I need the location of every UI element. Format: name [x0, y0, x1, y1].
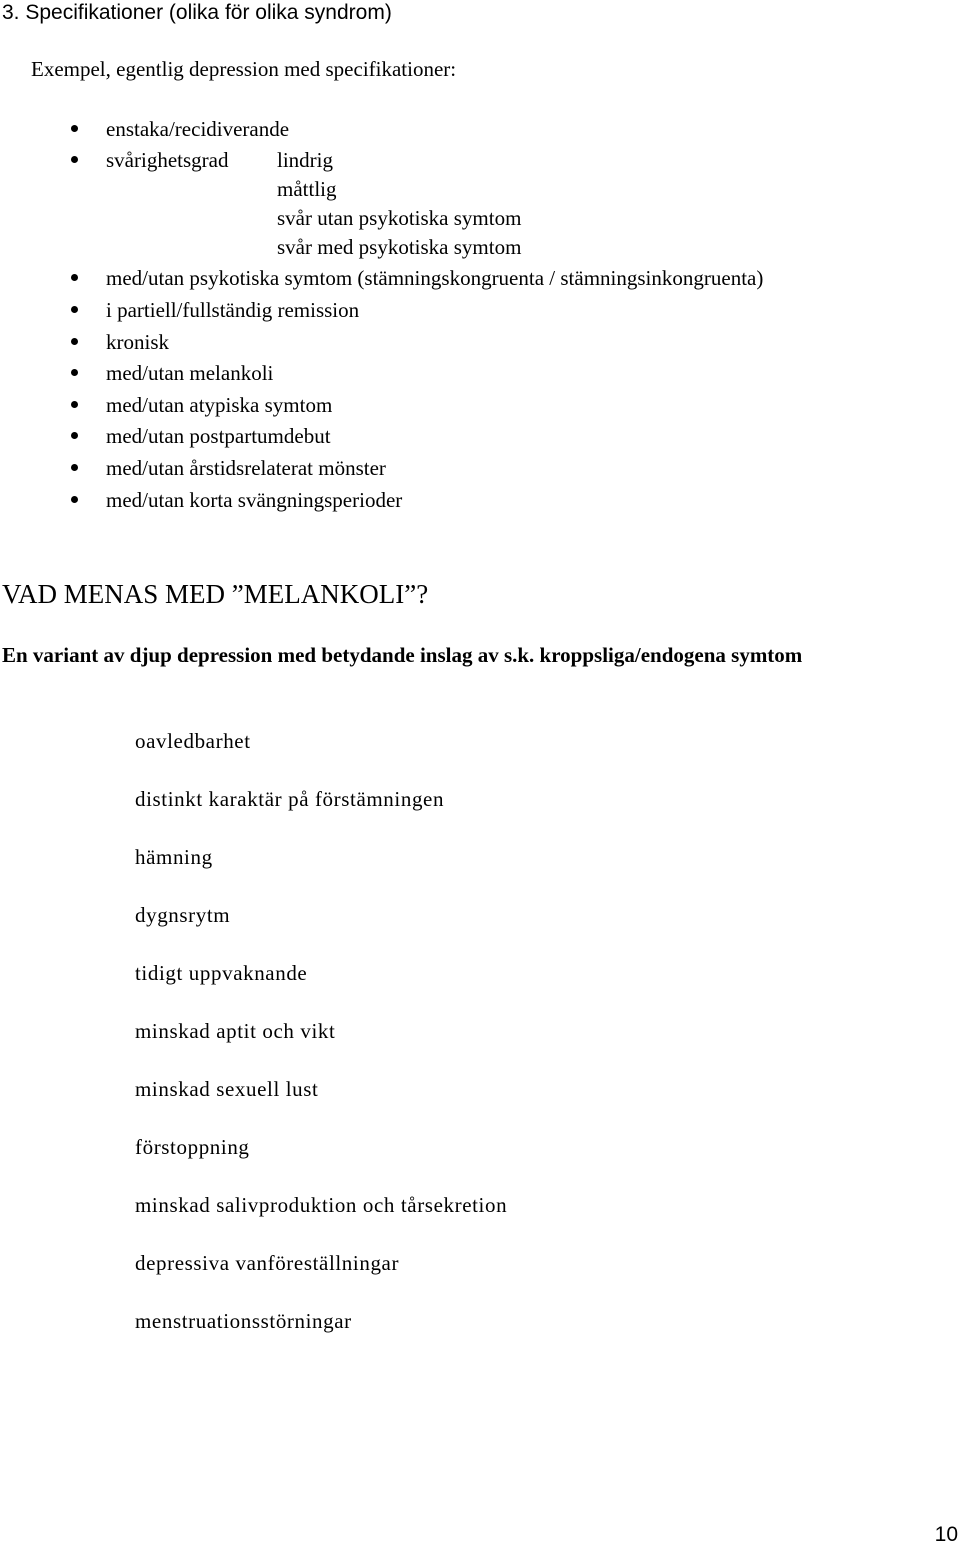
severity-level: lindrig	[277, 148, 333, 172]
section-heading: 3. Specifikationer (olika för olika syndrom)	[2, 1, 392, 24]
list-item	[0, 454, 960, 482]
intro-text: Exempel, egentlig depression med specifikationer:	[31, 57, 457, 81]
bullet-icon	[71, 496, 78, 503]
bullet-icon	[71, 369, 78, 376]
list-item: tidigt uppvaknande	[135, 961, 308, 985]
question-heading: VAD MENAS MED ”MELANKOLI”?	[2, 579, 429, 609]
list-item-text: kronisk	[106, 330, 169, 354]
bullet-icon	[71, 464, 78, 471]
list-item: oavledbarhet	[135, 729, 251, 753]
list-item-text: med/utan korta svängningsperioder	[106, 488, 403, 512]
bullet-icon	[71, 338, 78, 345]
list-item	[0, 391, 960, 419]
bullet-icon	[71, 401, 78, 408]
list-item	[0, 296, 960, 324]
list-item	[0, 328, 960, 356]
list-item-text: med/utan melankoli	[106, 361, 274, 385]
list-item-text: i partiell/fullständig remission	[106, 298, 360, 322]
list-item-text: med/utan årstidsrelaterat mönster	[106, 456, 386, 480]
list-item	[0, 264, 960, 292]
list-item: minskad aptit och vikt	[135, 1019, 336, 1043]
list-item: menstruationsstörningar	[135, 1309, 352, 1333]
list-item	[0, 359, 960, 387]
list-item	[0, 422, 960, 450]
list-item: minskad sexuell lust	[135, 1077, 319, 1101]
list-item: minskad salivproduktion och tårsekretion	[135, 1193, 508, 1217]
list-item: hämning	[135, 845, 213, 869]
definition-text: En variant av djup depression med betydande inslag av s.k. kroppsliga/endogena symtom	[2, 643, 803, 667]
bullet-icon	[71, 432, 78, 439]
list-item	[0, 146, 960, 174]
bullet-icon	[71, 156, 78, 163]
list-item-text: svårighetsgrad	[106, 148, 229, 172]
list-item: förstoppning	[135, 1135, 250, 1159]
severity-level: svår med psykotiska symtom	[277, 235, 522, 259]
severity-level: måttlig	[277, 177, 337, 201]
severity-level: svår utan psykotiska symtom	[277, 206, 522, 230]
list-item: distinkt karaktär på förstämningen	[135, 787, 445, 811]
list-item-text: med/utan psykotiska symtom (stämningskongruenta / stämningsinkongruenta)	[106, 266, 764, 290]
list-item-text: med/utan postpartumdebut	[106, 424, 331, 448]
list-item	[0, 115, 960, 143]
bullet-icon	[71, 306, 78, 313]
bullet-icon	[71, 125, 78, 132]
list-item	[0, 486, 960, 514]
list-item-text: med/utan atypiska symtom	[106, 393, 333, 417]
list-item: depressiva vanföreställningar	[135, 1251, 400, 1275]
list-item: dygnsrytm	[135, 903, 231, 927]
list-item-text: enstaka/recidiverande	[106, 117, 290, 141]
page-number: 10	[934, 1523, 958, 1546]
bullet-icon	[71, 274, 78, 281]
